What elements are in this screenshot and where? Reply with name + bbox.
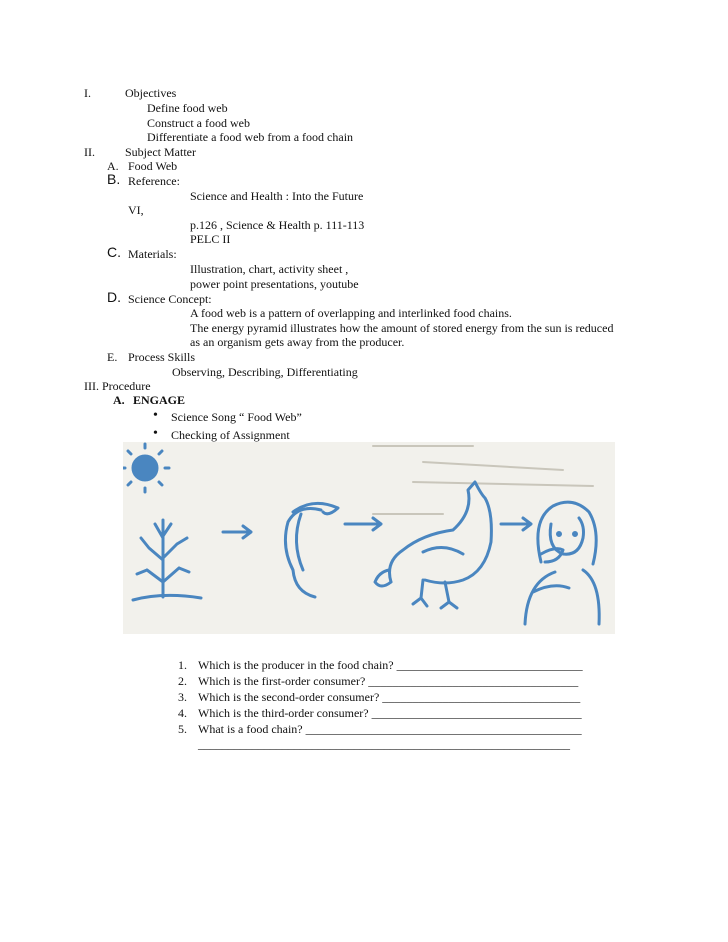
bullet-icon: • [153,426,158,441]
concept-line: as an organism gets away from the producer. [190,335,405,349]
engage-label: A. [113,393,125,407]
girl-icon [525,502,599,624]
subject-e-label: E. [107,350,118,364]
materials-line: power point presentations, youtube [190,277,359,291]
reference-line: PELC II [190,232,231,246]
question-text: Which is the second-order consumer? _________________________________ [198,690,581,704]
subject-a-text: Food Web [128,159,178,173]
subject-c-title: Materials: [128,247,177,261]
food-chain-illustration [123,442,615,634]
question-number: 3. [178,690,187,704]
subject-number: II. [84,145,95,159]
reference-line: VI, [128,203,144,217]
arrow-icon [223,526,251,538]
plant-icon [133,520,201,600]
subject-d-title: Science Concept: [128,292,212,306]
answer-line: ______________________________________________________________ [198,737,570,751]
question-number: 4. [178,706,187,720]
objective-item: Define food web [147,101,228,115]
procedure-heading: III. Procedure [84,379,151,393]
subject-b-title: Reference: [128,174,180,188]
engage-bullet-text: Checking of Assignment [171,428,290,442]
materials-line: Illustration, chart, activity sheet , [190,262,349,276]
arrow-icon [345,518,381,530]
subject-b-label: B. [107,171,121,187]
objective-item: Construct a food web [147,116,250,130]
food-chain-drawing [123,442,615,634]
question-number: 5. [178,722,187,736]
subject-e-title: Process Skills [128,350,196,364]
worm-icon [285,503,338,597]
reference-line: p.126 , Science & Health p. 111-113 [190,218,365,232]
question-number: 2. [178,674,187,688]
question-text: Which is the producer in the food chain? _______________________________ [198,658,583,672]
engage-heading: ENGAGE [133,393,186,407]
subject-d-label: D. [107,289,121,305]
concept-line: The energy pyramid illustrates how the amount of stored energy from the sun is reduced [190,321,614,335]
subject-a-label: A. [107,159,119,173]
process-skills-text: Observing, Describing, Differentiating [172,365,358,379]
concept-line: A food web is a pattern of overlapping and interlinked food chains. [190,306,512,320]
question-text: Which is the third-order consumer? ___________________________________ [198,706,582,720]
chicken-icon [375,482,491,608]
arrow-icon [501,518,531,530]
objective-item: Differentiate a food web from a food chain [147,130,354,144]
objectives-heading: Objectives [125,86,177,100]
subject-c-label: C. [107,244,121,260]
objectives-number: I. [84,86,91,100]
sun-icon [123,444,169,492]
question-text: Which is the first-order consumer? ___________________________________ [198,674,579,688]
question-number: 1. [178,658,187,672]
bullet-icon: • [153,408,158,423]
engage-bullet-text: Science Song “ Food Web” [171,410,302,424]
reference-line: Science and Health : Into the Future [190,189,364,203]
subject-heading: Subject Matter [125,145,196,159]
question-text: What is a food chain? ______________________________________________ [198,722,582,736]
